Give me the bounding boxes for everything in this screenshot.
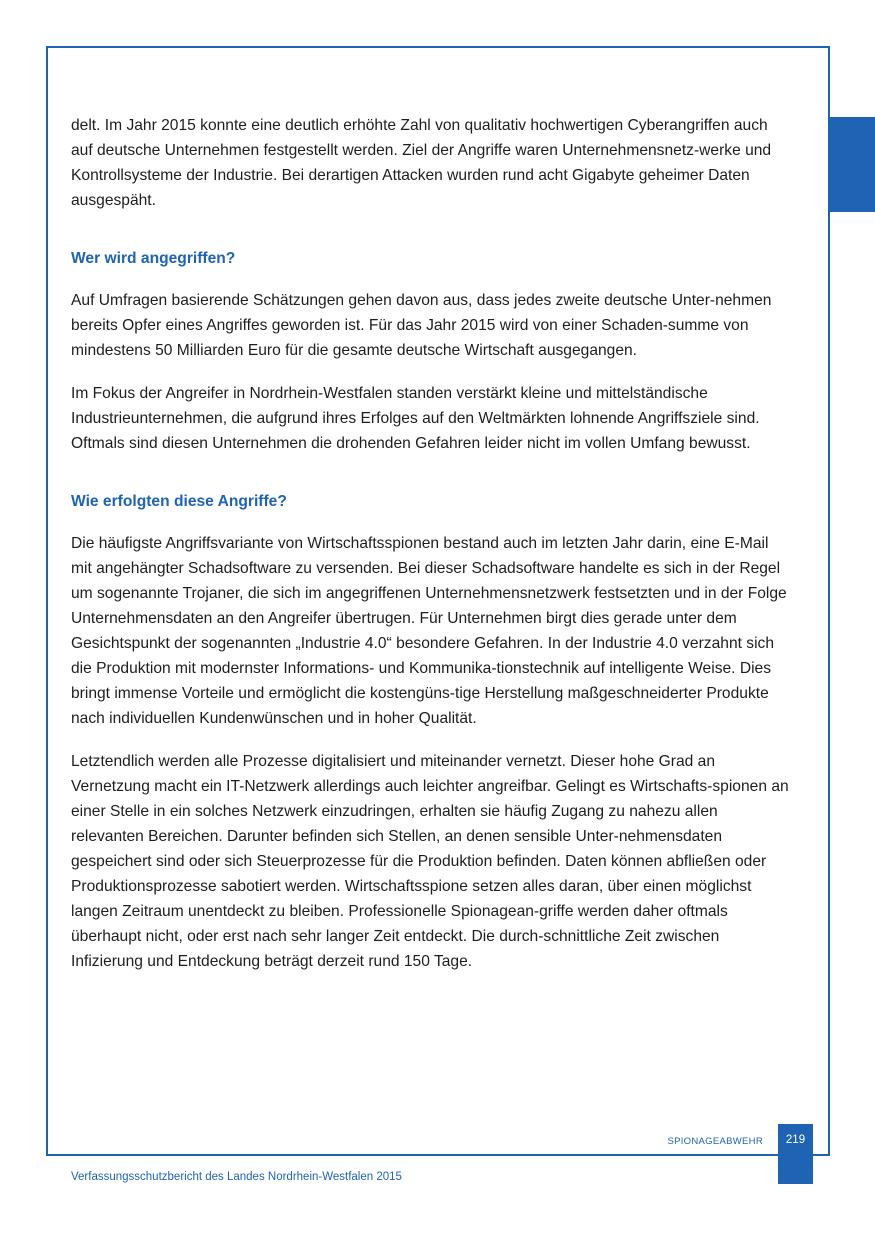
page-number: 219: [778, 1124, 813, 1184]
heading-how-attacks-occurred: Wie erfolgten diese Angriffe?: [71, 493, 287, 510]
heading-who-is-attacked: Wer wird angegriffen?: [71, 250, 236, 267]
paragraph-2: Auf Umfragen basierende Schätzungen gehen davon aus, dass jedes zweite deutsche Unter-nehmen bereits Opfer eines Angriffes geworden ist. Für das Jahr 2015 wird von einer Schaden-summe von mindestens 50 Milliarden Euro für die gesamte deutsche Wirtschaft ausgegangen.: [71, 292, 772, 359]
main-text: [71, 113, 793, 992]
paragraph-3: Im Fokus der Angreifer in Nordrhein-Westfalen standen verstärkt kleine und mittelständische Industrieunternehmen, die aufgrund ihres Erfolges auf den Weltmärkten lohnende Angriffsziele sind. Oftmals sind diesen Unternehmen die drohenden Gefahren leider nicht im vollen Umfang bewusst.: [71, 385, 760, 452]
paragraph-5: Letztendlich werden alle Prozesse digitalisiert und miteinander vernetzt. Dieser hohe Grad an Vernetzung macht ein IT-Netzwerk allerdings auch leichter angreifbar. Gelingt es Wirtschafts-spionen an einer Stelle in ein solches Netzwerk einzudringen, erhalten sie häufig Zugang zu nahezu allen relevanten Bereichen. Darunter befinden sich Stellen, an denen sensible Unter-nehmensdaten gespeichert sind oder sich Steuerprozesse für die Produktion befinden. Daten können abfließen oder Produktionsprozesse sabotiert werden. Wirtschaftsspione setzen alles daran, über einen möglichst langen Zeitraum unentdeckt zu bleiben. Professionelle Spionagean-griffe werden daher oftmals überhaupt nicht, oder erst nach sehr langer Zeit entdeckt. Die durch-schnittliche Zeit zwischen Infizierung und Entdeckung beträgt derzeit rund 150 Tage.: [71, 753, 789, 970]
paragraph-1: delt. Im Jahr 2015 konnte eine deutlich erhöhte Zahl von qualitativ hochwertigen Cyberangriffen auch auf deutsche Unternehmen festgestellt werden. Ziel der Angriffe waren Unternehmensnetz-werke und Kontrollsysteme der Industrie. Bei derartigen Attacken wurden rund acht Gigabyte geheimer Daten ausgespäht.: [71, 117, 772, 209]
chapter-tab-marker: [830, 117, 875, 212]
publication-footer: Verfassungsschutzbericht des Landes Nordrhein-Westfalen 2015: [71, 1171, 402, 1183]
paragraph-4: Die häufigste Angriffsvariante von Wirtschaftsspionen bestand auch im letzten Jahr darin, eine E-Mail mit angehängter Schadsoftware zu versenden. Bei dieser Schadsoftware handelte es sich in der Regel um sogenannte Trojaner, die sich im angegriffenen Unternehmensnetzwerk festsetzten und in der Folge Unternehmensdaten an den Angreifer übertrugen. Für Unternehmen birgt dies gerade unter dem Gesichtspunkt der sogenannten „Industrie 4.0“ besondere Gefahren. In der Industrie 4.0 verzahnt sich die Produktion mit modernster Informations- und Kommunika-tionstechnik auf intelligente Weise. Dies bringt immense Vorteile und ermöglicht die kostengüns-tige Herstellung maßgeschneiderter Produkte nach individuellen Kundenwünschen und in hoher Qualität.: [71, 535, 787, 727]
section-label: SPIONAGEABWEHR: [667, 1136, 763, 1147]
